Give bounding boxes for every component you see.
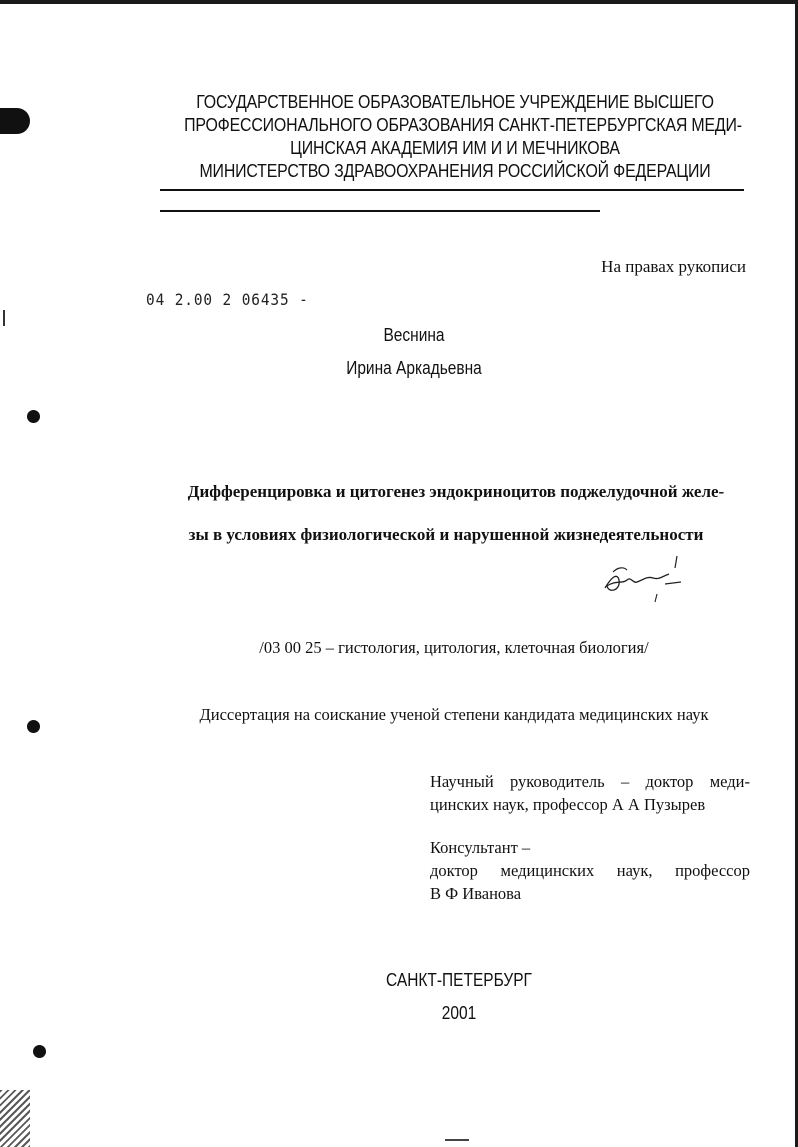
year: 2001 <box>441 1003 477 1023</box>
header-line-4: МИНИСТЕРСТВО ЗДРАВООХРАНЕНИЯ РОССИЙСКОЙ ФЕДЕРАЦИИ <box>199 160 711 181</box>
dissertation-type: Диссертация на соискание ученой степени кандидата медицинских наук <box>199 705 709 724</box>
consultant-line-1: Консультант – <box>430 838 531 857</box>
supervisor-block <box>430 770 750 816</box>
institution-header <box>184 90 742 182</box>
header-line-1: ГОСУДАРСТВЕННОЕ ОБРАЗОВАТЕЛЬНОЕ УЧРЕЖДЕНИЕ ВЫСШЕГО <box>196 91 714 112</box>
header-rule-long <box>160 189 744 191</box>
consultant-line-3: В Ф Иванова <box>430 884 522 903</box>
city: САНКТ-ПЕТЕРБУРГ <box>386 970 532 990</box>
dissertation-title-line-2: зы в условиях физиологической и нарушенной жизнедеятельности <box>188 525 704 544</box>
binding-mark <box>0 108 30 134</box>
handwritten-signature <box>597 550 687 605</box>
punch-hole-3 <box>33 1045 46 1058</box>
bottom-mark <box>445 1139 469 1141</box>
manuscript-note: На правах рукописи <box>601 257 746 276</box>
dissertation-title-line-1: Дифференцировка и цитогенез эндокриноцитов поджелудочной желе- <box>187 482 725 501</box>
header-line-3: ЦИНСКАЯ АКАДЕМИЯ ИМ И И МЕЧНИКОВА <box>290 137 620 158</box>
header-line-2: ПРОФЕССИОНАЛЬНОГО ОБРАЗОВАНИЯ САНКТ-ПЕТЕРБУРГСКАЯ МЕДИ- <box>184 114 742 135</box>
supervisor-line-1: Научный руководитель – доктор меди- <box>430 772 750 791</box>
edge-scuff <box>0 1090 30 1147</box>
author-name: Ирина Аркадьевна <box>346 358 482 378</box>
punch-hole-1 <box>27 410 40 423</box>
specialty-code: /03 00 25 – гистология, цитология, клеточная биология/ <box>259 638 649 657</box>
supervisor-line-2: цинских наук, профессор А А Пузырев <box>430 795 706 814</box>
header-rule-short <box>160 210 600 212</box>
scan-border-top <box>0 0 798 4</box>
consultant-block <box>430 836 750 905</box>
consultant-line-2: доктор медицинских наук, профессор <box>430 861 750 880</box>
edge-mark <box>3 310 8 326</box>
punch-hole-2 <box>27 720 40 733</box>
archive-number: 04 2.00 2 06435 - <box>146 290 309 309</box>
author-surname: Веснина <box>383 325 445 345</box>
